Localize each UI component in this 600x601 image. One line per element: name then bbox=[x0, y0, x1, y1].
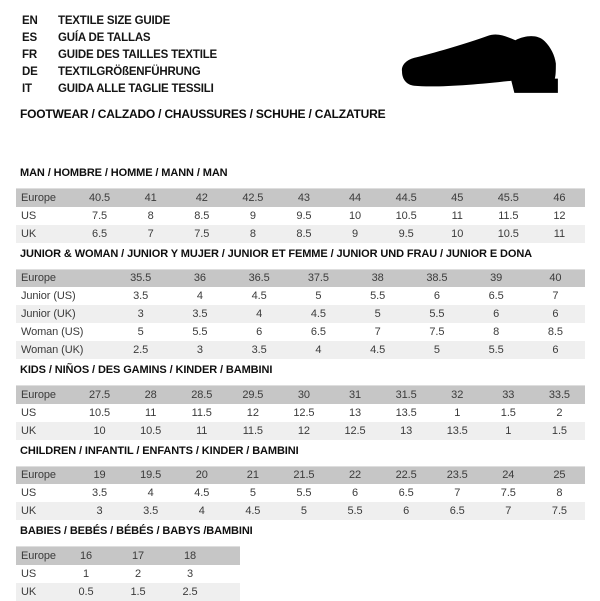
row-label-cell: Europe bbox=[16, 547, 60, 565]
size-cell: 42 bbox=[176, 189, 227, 207]
size-cell: 37.5 bbox=[289, 269, 348, 287]
size-cell: 7.5 bbox=[500, 487, 516, 499]
size-cell: 1 bbox=[454, 406, 461, 419]
size-cell: 3 bbox=[186, 567, 194, 580]
row-label-cell: Woman (US) bbox=[21, 326, 84, 338]
size-cell: 3.5 bbox=[133, 290, 149, 302]
size-cell: 11.5 bbox=[498, 209, 519, 222]
size-cell: 38 bbox=[348, 269, 407, 287]
table-row bbox=[16, 386, 585, 404]
size-cell: 19.5 bbox=[125, 466, 176, 484]
table-row bbox=[16, 189, 585, 207]
language-code: EN bbox=[22, 15, 38, 27]
size-cell: 0.5 bbox=[60, 583, 112, 601]
size-cell bbox=[216, 547, 240, 565]
language-code: ES bbox=[22, 32, 37, 44]
language-title: GUIDE DES TAILLES TEXTILE bbox=[58, 49, 217, 61]
size-cell: 1.5 bbox=[534, 422, 585, 440]
size-cell: 5 bbox=[249, 487, 256, 499]
section-title-babies: BABIES / BEBÉS / BÉBÉS / BABYS /BAMBINI bbox=[20, 525, 253, 537]
size-cell: 6.5 bbox=[310, 326, 326, 338]
row-label-cell: Europe bbox=[16, 386, 74, 404]
size-table-kids bbox=[16, 385, 585, 440]
size-cell: 4 bbox=[196, 290, 203, 302]
table-row bbox=[16, 207, 585, 225]
size-cell: 12 bbox=[278, 422, 329, 440]
table-row bbox=[16, 225, 585, 243]
size-cell: 33.5 bbox=[534, 386, 585, 404]
size-cell: 10.5 bbox=[395, 209, 417, 222]
size-cell: 36 bbox=[170, 269, 229, 287]
table-row bbox=[16, 404, 585, 422]
size-table-junior-woman bbox=[16, 269, 585, 360]
table-row bbox=[16, 287, 585, 305]
size-cell: 11.5 bbox=[191, 406, 212, 419]
size-cell: 21.5 bbox=[278, 466, 329, 484]
table-row bbox=[16, 341, 585, 359]
size-cell: 12.5 bbox=[329, 422, 380, 440]
table-row bbox=[16, 269, 585, 287]
size-cell: 20 bbox=[176, 466, 227, 484]
size-cell: 39 bbox=[467, 269, 526, 287]
size-cell: 1.5 bbox=[112, 583, 164, 601]
size-cell: 5.5 bbox=[192, 326, 208, 338]
size-cell: 6 bbox=[526, 341, 585, 359]
table-row bbox=[16, 466, 585, 484]
size-cell: 6 bbox=[433, 290, 440, 302]
size-cell: 2 bbox=[134, 567, 142, 580]
size-cell: 7 bbox=[483, 502, 534, 520]
size-cell: 41 bbox=[125, 189, 176, 207]
section-title-man: MAN / HOMBRE / HOMME / MANN / MAN bbox=[20, 167, 228, 179]
size-cell: 10 bbox=[74, 422, 125, 440]
size-cell: 3.5 bbox=[170, 305, 229, 323]
row-label-cell: Junior (UK) bbox=[16, 305, 111, 323]
language-row-en bbox=[22, 13, 585, 30]
size-cell: 22.5 bbox=[381, 466, 432, 484]
language-code: DE bbox=[22, 66, 38, 78]
size-cell: 38.5 bbox=[407, 269, 466, 287]
size-cell: 31 bbox=[329, 386, 380, 404]
size-cell: 2 bbox=[556, 406, 563, 419]
size-cell: 16 bbox=[60, 547, 112, 565]
size-cell: 17 bbox=[112, 547, 164, 565]
table-row bbox=[16, 583, 240, 601]
size-cell: 35.5 bbox=[111, 269, 170, 287]
size-cell: 12.5 bbox=[293, 406, 315, 419]
size-cell: 11 bbox=[145, 406, 157, 419]
table-row bbox=[16, 502, 585, 520]
size-cell: 5.5 bbox=[407, 305, 466, 323]
row-label-cell: UK bbox=[16, 225, 74, 243]
size-cell: 4.5 bbox=[227, 502, 278, 520]
size-cell: 12 bbox=[553, 209, 566, 222]
size-cell: 27.5 bbox=[74, 386, 125, 404]
size-cell: 24 bbox=[483, 466, 534, 484]
size-cell: 4 bbox=[230, 305, 289, 323]
size-cell: 2.5 bbox=[111, 341, 170, 359]
size-cell: 3 bbox=[170, 341, 229, 359]
row-label-cell: Europe bbox=[16, 466, 74, 484]
size-cell: 19 bbox=[74, 466, 125, 484]
size-cell bbox=[216, 583, 240, 601]
section-title-kids: KIDS / NIÑOS / DES GAMINS / KINDER / BAMBINI bbox=[20, 364, 273, 376]
section-children bbox=[16, 445, 585, 521]
size-cell: 11 bbox=[176, 422, 227, 440]
size-cell: 11 bbox=[534, 225, 585, 243]
size-cell: 28 bbox=[125, 386, 176, 404]
size-cell: 8.5 bbox=[194, 209, 210, 222]
size-cell: 3.5 bbox=[125, 502, 176, 520]
size-cell: 1 bbox=[483, 422, 534, 440]
size-cell: 10 bbox=[432, 225, 483, 243]
language-title: GUÍA DE TALLAS bbox=[58, 32, 151, 44]
size-cell: 5.5 bbox=[329, 502, 380, 520]
size-cell: 11.5 bbox=[227, 422, 278, 440]
row-label-cell: Woman (UK) bbox=[16, 341, 111, 359]
size-cell: 7 bbox=[125, 225, 176, 243]
size-cell: 7.5 bbox=[534, 502, 585, 520]
language-title: TEXTILGRÖßENFÜHRUNG bbox=[58, 66, 201, 78]
size-cell: 4.5 bbox=[289, 305, 348, 323]
row-label-cell: Junior (US) bbox=[21, 290, 76, 302]
table-row bbox=[16, 484, 585, 502]
size-cell: 10.5 bbox=[89, 406, 111, 419]
size-cell: 7 bbox=[374, 326, 381, 338]
size-cell: 7 bbox=[454, 487, 461, 499]
size-cell: 44 bbox=[329, 189, 380, 207]
size-cell: 42.5 bbox=[227, 189, 278, 207]
language-title: GUIDA ALLE TAGLIE TESSILI bbox=[58, 83, 214, 95]
size-cell: 40 bbox=[526, 269, 585, 287]
section-title-junior-woman: JUNIOR & WOMAN / JUNIOR Y MUJER / JUNIOR ET FEMME / JUNIOR UND FRAU / JUNIOR E DONA bbox=[20, 247, 533, 260]
size-cell: 3 bbox=[74, 502, 125, 520]
size-cell: 5 bbox=[407, 341, 466, 359]
row-label-cell: UK bbox=[16, 422, 74, 440]
size-cell: 9.5 bbox=[296, 209, 312, 222]
size-cell: 1 bbox=[82, 567, 90, 580]
size-cell: 5 bbox=[137, 326, 144, 338]
row-label-cell: US bbox=[21, 406, 37, 419]
size-cell: 11 bbox=[451, 209, 463, 222]
size-cell: 25 bbox=[534, 466, 585, 484]
size-table-children bbox=[16, 466, 585, 521]
row-label-cell: US bbox=[21, 487, 37, 499]
size-cell: 10.5 bbox=[483, 225, 534, 243]
size-cell: 8 bbox=[147, 209, 154, 222]
size-cell: 43 bbox=[278, 189, 329, 207]
table-row bbox=[16, 565, 240, 583]
size-cell: 6 bbox=[526, 305, 585, 323]
size-cell: 44.5 bbox=[381, 189, 432, 207]
table-row bbox=[16, 422, 585, 440]
size-cell: 9 bbox=[329, 225, 380, 243]
size-cell: 28.5 bbox=[176, 386, 227, 404]
size-cell: 23.5 bbox=[432, 466, 483, 484]
size-cell: 6 bbox=[467, 305, 526, 323]
section-babies bbox=[16, 525, 585, 601]
size-cell bbox=[216, 565, 240, 583]
size-cell: 7.5 bbox=[176, 225, 227, 243]
size-cell: 2.5 bbox=[164, 583, 216, 601]
section-man bbox=[16, 167, 585, 243]
size-cell: 9.5 bbox=[381, 225, 432, 243]
size-cell: 4 bbox=[289, 341, 348, 359]
section-kids bbox=[16, 364, 585, 440]
size-cell: 5.5 bbox=[370, 290, 386, 302]
language-title: TEXTILE SIZE GUIDE bbox=[58, 15, 171, 27]
size-cell: 4 bbox=[176, 502, 227, 520]
size-cell: 6.5 bbox=[398, 487, 414, 499]
size-cell: 29.5 bbox=[227, 386, 278, 404]
size-cell: 22 bbox=[329, 466, 380, 484]
size-cell: 6 bbox=[256, 326, 263, 338]
size-cell: 1.5 bbox=[500, 406, 516, 419]
size-cell: 12 bbox=[246, 406, 259, 419]
size-cell: 4.5 bbox=[251, 290, 267, 302]
size-cell: 8 bbox=[493, 326, 500, 338]
size-cell: 13 bbox=[348, 406, 362, 419]
size-cell: 5 bbox=[315, 290, 322, 302]
row-label-cell: Europe bbox=[16, 269, 111, 287]
row-label-cell: US bbox=[21, 567, 37, 580]
size-cell: 3 bbox=[111, 305, 170, 323]
size-cell: 4.5 bbox=[194, 487, 210, 499]
row-label-cell: UK bbox=[16, 583, 60, 601]
size-cell: 6.5 bbox=[488, 290, 504, 302]
size-cell: 6.5 bbox=[432, 502, 483, 520]
size-cell: 31.5 bbox=[381, 386, 432, 404]
category-line: FOOTWEAR / CALZADO / CHAUSSURES / SCHUHE / CALZATURE bbox=[20, 107, 386, 121]
size-cell: 6.5 bbox=[74, 225, 125, 243]
size-cell: 5.5 bbox=[296, 487, 312, 499]
row-label-cell: US bbox=[21, 209, 37, 222]
size-cell: 5 bbox=[348, 305, 407, 323]
size-cell: 21 bbox=[227, 466, 278, 484]
size-cell: 10 bbox=[348, 209, 362, 222]
size-cell: 8.5 bbox=[547, 326, 563, 338]
row-label-cell: Europe bbox=[16, 189, 74, 207]
section-title-children: CHILDREN / INFANTIL / ENFANTS / KINDER / BAMBINI bbox=[20, 444, 299, 457]
size-table-babies bbox=[16, 546, 240, 601]
size-cell: 8 bbox=[556, 487, 563, 499]
size-cell: 8 bbox=[227, 225, 278, 243]
table-row bbox=[16, 305, 585, 323]
size-cell: 36.5 bbox=[230, 269, 289, 287]
size-cell: 45.5 bbox=[483, 189, 534, 207]
size-cell: 13.5 bbox=[432, 422, 483, 440]
size-cell: 40.5 bbox=[74, 189, 125, 207]
size-cell: 13.5 bbox=[395, 406, 417, 419]
size-cell: 18 bbox=[164, 547, 216, 565]
size-cell: 7.5 bbox=[429, 326, 445, 338]
size-cell: 5 bbox=[278, 502, 329, 520]
size-cell: 6 bbox=[352, 487, 359, 499]
size-cell: 7 bbox=[552, 290, 559, 302]
shoe-icon bbox=[400, 33, 568, 94]
size-cell: 8.5 bbox=[278, 225, 329, 243]
size-cell: 5.5 bbox=[467, 341, 526, 359]
size-table-man bbox=[16, 188, 585, 243]
size-cell: 30 bbox=[278, 386, 329, 404]
section-junior-woman bbox=[16, 248, 585, 360]
size-cell: 32 bbox=[432, 386, 483, 404]
size-cell: 7.5 bbox=[92, 209, 108, 222]
language-code: FR bbox=[22, 49, 37, 61]
row-label-cell: UK bbox=[16, 502, 74, 520]
table-row bbox=[16, 323, 585, 341]
language-code: IT bbox=[22, 83, 32, 95]
size-cell: 45 bbox=[432, 189, 483, 207]
size-cell: 46 bbox=[534, 189, 585, 207]
size-cell: 9 bbox=[249, 209, 256, 222]
size-cell: 3.5 bbox=[230, 341, 289, 359]
size-cell: 4 bbox=[147, 487, 154, 499]
size-cell: 4.5 bbox=[348, 341, 407, 359]
size-cell: 3.5 bbox=[92, 487, 108, 499]
size-cell: 33 bbox=[483, 386, 534, 404]
table-row bbox=[16, 547, 240, 565]
size-cell: 13 bbox=[381, 422, 432, 440]
size-cell: 10.5 bbox=[125, 422, 176, 440]
size-cell: 6 bbox=[381, 502, 432, 520]
